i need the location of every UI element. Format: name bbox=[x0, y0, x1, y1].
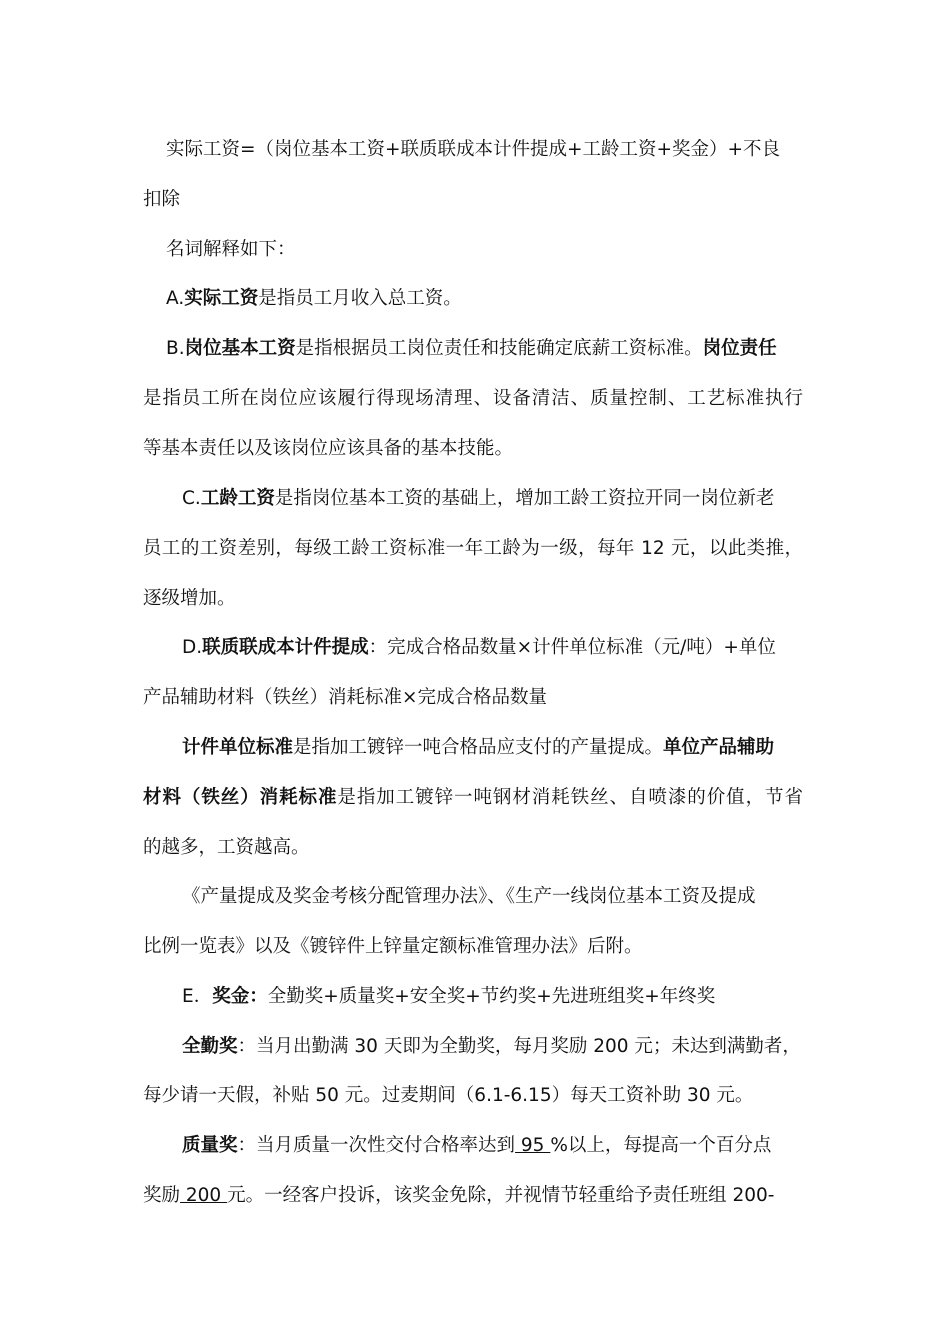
item-d-prefix: D. bbox=[182, 637, 203, 658]
item-d-text-2: 产品辅助材料（铁丝）消耗标准×完成合格品数量 bbox=[143, 687, 548, 708]
formula-text-cont: 扣除 bbox=[143, 189, 181, 210]
quality-term: 质量奖 bbox=[182, 1135, 238, 1156]
item-c-term: 工龄工资 bbox=[200, 488, 275, 509]
item-b-text-3: 等基本责任以及该岗位应该具备的基本技能。 bbox=[143, 438, 514, 459]
item-e bbox=[182, 983, 796, 1011]
piece-rate-text-2: 是指加工镀锌一吨钢材消耗铁丝、自喷漆的价值，节省 bbox=[337, 787, 803, 808]
piece-rate-line-2 bbox=[143, 784, 803, 812]
item-c-text: 是指岗位基本工资的基础上，增加工龄工资拉开同一岗位新老 bbox=[274, 488, 775, 509]
quality-line-2 bbox=[143, 1182, 803, 1210]
quality-text-2b: 元。一经客户投诉，该奖金免除，并视情节轻重给予责任班组 200- bbox=[227, 1185, 775, 1206]
piece-rate-text-3: 的越多，工资越高。 bbox=[143, 837, 310, 858]
reference-line-2 bbox=[143, 933, 803, 961]
item-b-term: 岗位基本工资 bbox=[184, 338, 296, 359]
item-e-text: 全勤奖+质量奖+安全奖+节约奖+先进班组奖+年终奖 bbox=[267, 986, 716, 1007]
piece-rate-line-1 bbox=[182, 734, 796, 762]
quality-line-1 bbox=[182, 1132, 796, 1160]
quality-text: ：当月质量一次性交付合格率达到 bbox=[237, 1135, 516, 1156]
attendance-line-1 bbox=[182, 1033, 801, 1061]
reference-line-1 bbox=[182, 883, 796, 911]
item-c-text-3: 逐级增加。 bbox=[143, 588, 236, 609]
item-e-term: 奖金： bbox=[212, 986, 268, 1007]
item-a bbox=[166, 285, 826, 313]
reference-text: 《产量提成及奖金考核分配管理办法》、《生产一线岗位基本工资及提成 bbox=[182, 886, 756, 907]
definitions-intro bbox=[166, 236, 826, 264]
attendance-text: ：当月出勤满 30 天即为全勤奖，每月奖励 200 元；未达到满勤者， bbox=[237, 1036, 801, 1057]
item-b-line-3 bbox=[143, 435, 803, 463]
intro-text: 名词解释如下： bbox=[166, 239, 296, 260]
item-b-term-2: 岗位责任 bbox=[702, 338, 777, 359]
item-b-line-1 bbox=[166, 335, 796, 363]
piece-rate-text: 是指加工镀锌一吨合格品应支付的产量提成。 bbox=[293, 737, 664, 758]
quality-reward-value: 200 bbox=[180, 1185, 228, 1206]
formula-line-1 bbox=[166, 136, 826, 164]
aux-material-term-cont: 材料（铁丝）消耗标准 bbox=[143, 787, 338, 808]
quality-text-b: %以上，每提高一个百分点 bbox=[550, 1135, 772, 1156]
reference-text-2: 比例一览表》以及《镀锌件上锌量定额标准管理办法》后附。 bbox=[143, 936, 643, 957]
attendance-line-2 bbox=[143, 1082, 803, 1110]
piece-rate-term: 计件单位标准 bbox=[182, 737, 294, 758]
item-c-prefix: C. bbox=[182, 488, 201, 509]
item-b-prefix: B. bbox=[166, 338, 185, 359]
item-a-prefix: A. bbox=[166, 288, 185, 309]
item-a-text: 是指员工月收入总工资。 bbox=[258, 288, 462, 309]
item-c-line-3 bbox=[143, 585, 803, 613]
quality-text-2: 奖励 bbox=[143, 1185, 181, 1206]
item-d-line-2 bbox=[143, 684, 803, 712]
attendance-term: 全勤奖 bbox=[182, 1036, 238, 1057]
piece-rate-line-3 bbox=[143, 834, 803, 862]
item-c-line-1 bbox=[182, 485, 796, 513]
attendance-text-2: 每少请一天假，补贴 50 元。过麦期间（6.1-6.15）每天工资补助 30 元。 bbox=[143, 1085, 754, 1106]
quality-rate-value: 95 bbox=[515, 1135, 551, 1156]
item-d-line-1 bbox=[182, 634, 796, 662]
item-e-prefix: E． bbox=[182, 986, 213, 1007]
item-b-text: 是指根据员工岗位责任和技能确定底薪工资标准。 bbox=[295, 338, 703, 359]
item-d-term: 联质联成本计件提成 bbox=[202, 637, 369, 658]
aux-material-term: 单位产品辅助 bbox=[663, 737, 775, 758]
item-c-text-2: 员工的工资差别，每级工龄工资标准一年工龄为一级，每年 12 元，以此类推， bbox=[143, 538, 803, 559]
item-b-text-2: 是指员工所在岗位应该履行得现场清理、设备清洁、质量控制、工艺标准执行 bbox=[143, 388, 803, 409]
item-a-term: 实际工资 bbox=[184, 288, 259, 309]
item-c-line-2 bbox=[143, 535, 803, 563]
formula-line-2 bbox=[143, 186, 803, 214]
item-b-line-2 bbox=[143, 385, 803, 413]
item-d-text: ：完成合格品数量×计件单位标准（元/吨）+单位 bbox=[368, 637, 776, 658]
formula-text: 实际工资=（岗位基本工资+联质联成本计件提成+工龄工资+奖金）+不良 bbox=[166, 139, 781, 160]
